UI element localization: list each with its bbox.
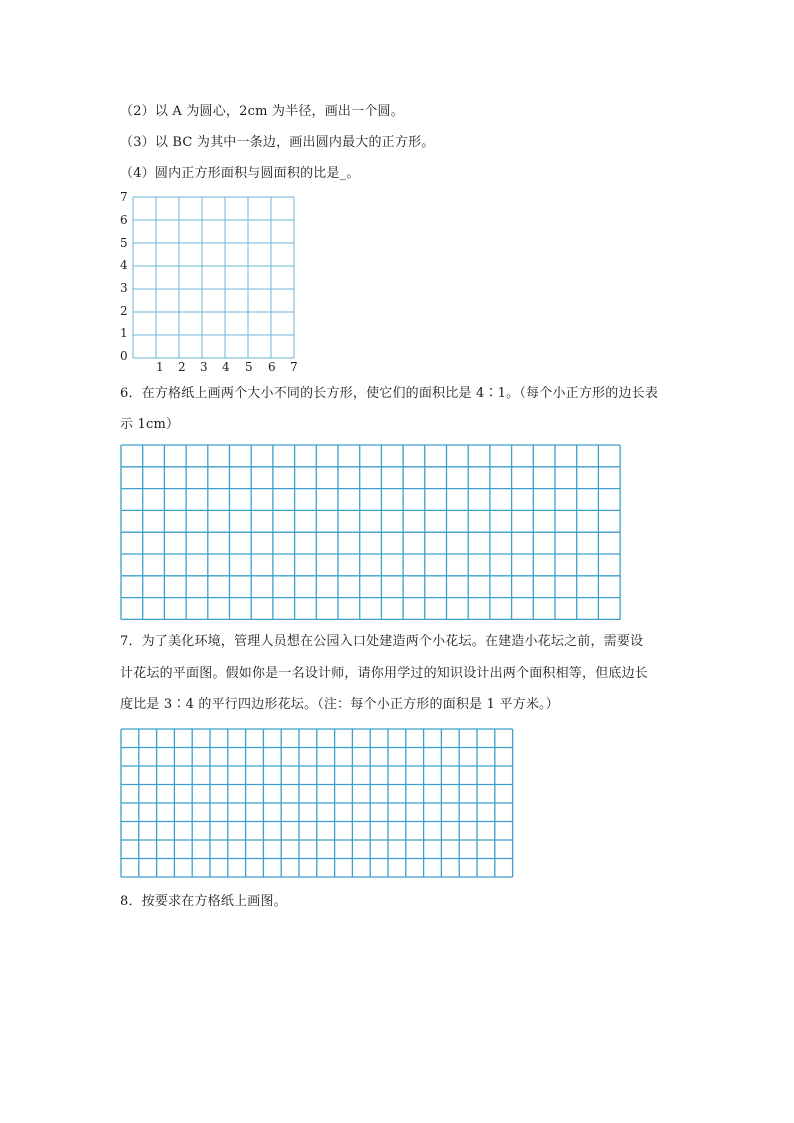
question-7-line-2: 计花坛的平面图。假如你是一名设计师，请你用学过的知识设计出两个面积相等，但底边长 bbox=[120, 666, 649, 681]
square-grid-q7[interactable] bbox=[120, 728, 515, 879]
question-6-line-2: 示 1cm） bbox=[120, 417, 180, 432]
x-axis-label: 7 bbox=[290, 360, 298, 374]
x-axis-label: 5 bbox=[245, 360, 253, 374]
y-axis-label: 5 bbox=[120, 236, 128, 250]
y-axis-label: 2 bbox=[120, 304, 128, 318]
coordinate-grid[interactable] bbox=[132, 196, 296, 359]
square-grid-q6[interactable] bbox=[120, 444, 622, 621]
question-5-part-3: （3）以 BC 为其中一条边，画出圆内最大的正方形。 bbox=[120, 135, 435, 150]
question-7-line-1: 7．为了美化环境，管理人员想在公园入口处建造两个小花坛。在建造小花坛之前，需要设 bbox=[120, 634, 644, 649]
y-axis-label: 0 bbox=[120, 349, 128, 363]
x-axis-label: 1 bbox=[156, 360, 164, 374]
x-axis-label: 6 bbox=[268, 360, 276, 374]
question-7-line-3: 度比是 3∶4 的平行四边形花坛。（注：每个小正方形的面积是 1 平方米。） bbox=[120, 697, 559, 712]
y-axis-label: 1 bbox=[120, 326, 128, 340]
y-axis-label: 4 bbox=[120, 258, 128, 272]
x-axis-label: 3 bbox=[200, 360, 208, 374]
question-5-part-4: （4）圆内正方形面积与圆面积的比是_。 bbox=[120, 166, 360, 181]
y-axis-label: 3 bbox=[120, 281, 128, 295]
x-axis-label: 4 bbox=[222, 360, 230, 374]
question-5-part-2: （2）以 A 为圆心，2cm 为半径，画出一个圆。 bbox=[120, 104, 404, 119]
y-axis-label: 6 bbox=[120, 213, 128, 227]
question-8: 8．按要求在方格纸上画图。 bbox=[120, 894, 287, 909]
x-axis-label: 2 bbox=[178, 360, 186, 374]
question-6-line-1: 6．在方格纸上画两个大小不同的长方形，使它们的面积比是 4∶1。（每个小正方形的边长表 bbox=[120, 386, 659, 401]
y-axis-label: 7 bbox=[120, 190, 128, 204]
